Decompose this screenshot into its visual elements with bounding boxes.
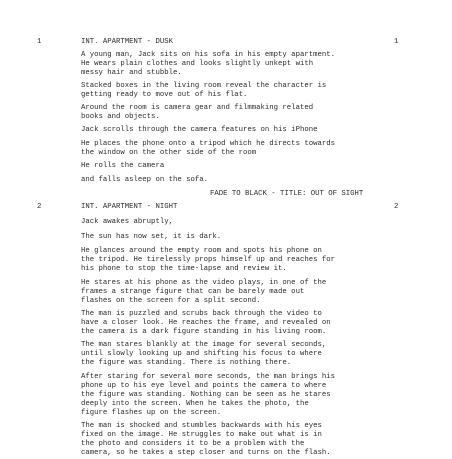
action-line: his phone to stop the time-lapse and review it. <box>81 265 287 273</box>
action-line: Stacked boxes in the living room reveal the character is <box>81 82 327 90</box>
action-line: He glances around the empty room and spots his phone on <box>81 247 322 255</box>
action-line: He stares at his phone as the video plays, in one of the <box>81 279 327 287</box>
action-line: phone up to his eye level and points the camera to where <box>81 382 327 390</box>
transition: FADE TO BLACK - TITLE: OUT OF SIGHT <box>210 190 364 198</box>
action-line: Around the room is camera gear and filmmaking related <box>81 104 314 112</box>
action-line: messy hair and stubble. <box>81 69 182 77</box>
action-line: fixed on the image. He struggles to make out what is in <box>81 431 322 439</box>
scene-number-left: 2 <box>37 203 42 211</box>
action-line: The man is shocked and stumbles backwards with his eyes <box>81 422 322 430</box>
scene-heading: INT. APARTMENT - DUSK <box>81 38 173 46</box>
action-line: the camera is a dark figure standing in his living room. <box>81 328 327 336</box>
action-line: have a closer look. He reaches the frame, and revealed on <box>81 319 331 327</box>
action-line: books and objects. <box>81 113 160 121</box>
action-line: camera, so he takes a step closer and turns on the flash. <box>81 449 331 457</box>
action-line: the figure was standing. There is nothing there. <box>81 359 292 367</box>
action-line: the figure was standing. Nothing can be seen as he stares <box>81 391 331 399</box>
action-line: He wears plain clothes and looks slightly unkept with <box>81 60 314 68</box>
scene-number-left: 1 <box>37 38 42 46</box>
action-line: until slowly looking up and shifting his focus to where <box>81 350 322 358</box>
action-line: figure flashes up on the screen. <box>81 409 222 417</box>
action-line: He places the phone onto a tripod which he directs towards <box>81 140 335 148</box>
action-line: The man is puzzled and scrubs back through the video to <box>81 310 322 318</box>
action-line: He rolls the camera <box>81 162 165 170</box>
scene-number-right: 1 <box>394 38 399 46</box>
action-line: flashes on the screen for a split second. <box>81 297 261 305</box>
action-line: The man stares blankly at the image for several seconds, <box>81 341 327 349</box>
action-line: Jack awakes abruptly, <box>81 218 173 226</box>
scene-heading: INT. APARTMENT - NIGHT <box>81 203 178 211</box>
action-line: the tripod. He tirelessly props himself up and reaches for <box>81 256 335 264</box>
action-line: getting ready to move out of his flat. <box>81 91 248 99</box>
action-line: frames a strange figure that can be barely made out <box>81 288 305 296</box>
action-line: The sun has now set, it is dark. <box>81 233 222 241</box>
action-line: Jack scrolls through the camera features on his iPhone <box>81 126 318 134</box>
action-line: deeply into the screen. When he takes the photo, the <box>81 400 309 408</box>
scene-number-right: 2 <box>394 203 399 211</box>
action-line: the window on the other side of the room <box>81 149 257 157</box>
action-line: A young man, Jack sits on his sofa in his empty apartment. <box>81 51 335 59</box>
action-line: and falls asleep on the sofa. <box>81 176 208 184</box>
action-line: the photo and considers it to be a problem with the <box>81 440 305 448</box>
action-line: After staring for several more seconds, the man brings his <box>81 373 335 381</box>
